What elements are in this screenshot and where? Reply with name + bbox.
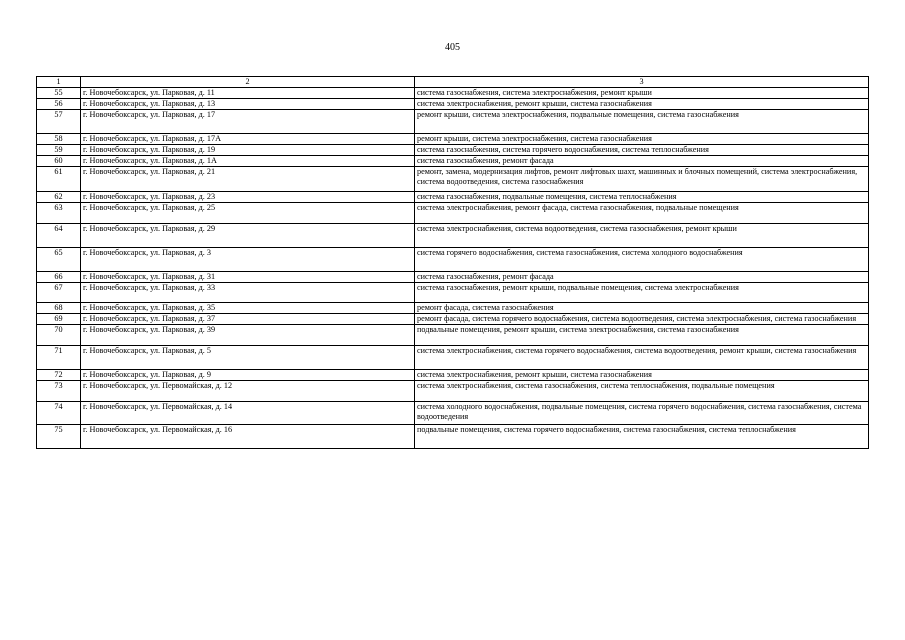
row-works: подвальные помещения, система горячего водоснабжения, система газоснабжения, система теплоснабжения (415, 425, 869, 449)
row-address: г. Новочебоксарск, ул. Парковая, д. 17 (81, 110, 415, 134)
row-address: г. Новочебоксарск, ул. Первомайская, д. 12 (81, 381, 415, 402)
table-row (37, 402, 869, 425)
row-works: система горячего водоснабжения, система газоснабжения, система холодного водоснабжения (415, 248, 869, 272)
row-address: г. Новочебоксарск, ул. Парковая, д. 11 (81, 88, 415, 99)
table-row (37, 303, 869, 314)
table-row (37, 314, 869, 325)
row-address: г. Новочебоксарск, ул. Парковая, д. 29 (81, 224, 415, 248)
header-cell-3: 3 (415, 77, 869, 88)
row-works: система электроснабжения, ремонт крыши, система газоснабжения (415, 99, 869, 110)
table-row (37, 272, 869, 283)
row-address: г. Новочебоксарск, ул. Первомайская, д. 16 (81, 425, 415, 449)
row-works: система электроснабжения, система газоснабжения, система теплоснабжения, подвальные помещения (415, 381, 869, 402)
row-number: 74 (37, 402, 81, 425)
row-number: 68 (37, 303, 81, 314)
row-number: 71 (37, 346, 81, 370)
row-address: г. Новочебоксарск, ул. Парковая, д. 23 (81, 192, 415, 203)
row-number: 57 (37, 110, 81, 134)
table-row (37, 99, 869, 110)
table-row (37, 370, 869, 381)
row-works: подвальные помещения, ремонт крыши, система электроснабжения, система газоснабжения (415, 325, 869, 346)
row-works: система газоснабжения, система электроснабжения, ремонт крыши (415, 88, 869, 99)
table-row (37, 192, 869, 203)
table-row (37, 346, 869, 370)
row-works: система электроснабжения, ремонт фасада, система газоснабжения, подвальные помещения (415, 203, 869, 224)
row-address: г. Новочебоксарск, ул. Парковая, д. 39 (81, 325, 415, 346)
table-row (37, 203, 869, 224)
row-works: ремонт крыши, система электроснабжения, подвальные помещения, система газоснабжения (415, 110, 869, 134)
table-row (37, 156, 869, 167)
row-works: система электроснабжения, ремонт крыши, система газоснабжения (415, 370, 869, 381)
row-address: г. Новочебоксарск, ул. Парковая, д. 31 (81, 272, 415, 283)
row-number: 72 (37, 370, 81, 381)
table-row (37, 134, 869, 145)
row-works: система газоснабжения, ремонт крыши, подвальные помещения, система электроснабжения (415, 283, 869, 303)
row-number: 73 (37, 381, 81, 402)
row-number: 64 (37, 224, 81, 248)
row-address: г. Новочебоксарск, ул. Парковая, д. 3 (81, 248, 415, 272)
header-cell-2: 2 (81, 77, 415, 88)
row-number: 60 (37, 156, 81, 167)
row-number: 63 (37, 203, 81, 224)
row-works: ремонт, замена, модернизация лифтов, ремонт лифтовых шахт, машинных и блочных помещений, система электроснабжения, система водоотведения, система газоснабжения (415, 167, 869, 192)
row-works: система газоснабжения, система горячего водоснабжения, система теплоснабжения (415, 145, 869, 156)
row-number: 61 (37, 167, 81, 192)
table-row (37, 167, 869, 192)
row-works: система газоснабжения, подвальные помещения, система теплоснабжения (415, 192, 869, 203)
row-address: г. Новочебоксарск, ул. Парковая, д. 5 (81, 346, 415, 370)
registry-table (36, 76, 869, 449)
row-number: 65 (37, 248, 81, 272)
table-row (37, 248, 869, 272)
row-number: 67 (37, 283, 81, 303)
row-works: система холодного водоснабжения, подвальные помещения, система горячего водоснабжения, система газоснабжения, система водоотведения (415, 402, 869, 425)
row-address: г. Новочебоксарск, ул. Парковая, д. 37 (81, 314, 415, 325)
row-address: г. Новочебоксарск, ул. Парковая, д. 35 (81, 303, 415, 314)
row-number: 56 (37, 99, 81, 110)
row-address: г. Новочебоксарск, ул. Парковая, д. 9 (81, 370, 415, 381)
table-row (37, 224, 869, 248)
row-address: г. Новочебоксарск, ул. Парковая, д. 21 (81, 167, 415, 192)
row-address: г. Новочебоксарск, ул. Парковая, д. 13 (81, 99, 415, 110)
row-number: 62 (37, 192, 81, 203)
table-row (37, 425, 869, 449)
row-works: ремонт фасада, система газоснабжения (415, 303, 869, 314)
row-address: г. Новочебоксарск, ул. Парковая, д. 33 (81, 283, 415, 303)
row-works: система электроснабжения, система горячего водоснабжения, система водоотведения, ремонт крыши, система газоснабжения (415, 346, 869, 370)
table-row (37, 325, 869, 346)
row-works: ремонт крыши, система электроснабжения, система газоснабжения (415, 134, 869, 145)
row-address: г. Новочебоксарск, ул. Парковая, д. 17А (81, 134, 415, 145)
row-number: 58 (37, 134, 81, 145)
table-header-row (37, 77, 869, 88)
page-number: 405 (445, 42, 460, 53)
row-number: 69 (37, 314, 81, 325)
row-address: г. Новочебоксарск, ул. Парковая, д. 1А (81, 156, 415, 167)
row-number: 70 (37, 325, 81, 346)
row-works: ремонт фасада, система горячего водоснабжения, система водоотведения, система электроснабжения, система газоснабжения (415, 314, 869, 325)
table-row (37, 381, 869, 402)
table-row (37, 88, 869, 99)
row-number: 75 (37, 425, 81, 449)
row-address: г. Новочебоксарск, ул. Парковая, д. 19 (81, 145, 415, 156)
row-address: г. Новочебоксарск, ул. Первомайская, д. 14 (81, 402, 415, 425)
row-works: система газоснабжения, ремонт фасада (415, 156, 869, 167)
row-number: 66 (37, 272, 81, 283)
table-row (37, 283, 869, 303)
table-row (37, 145, 869, 156)
row-number: 59 (37, 145, 81, 156)
registry-table-body (37, 77, 869, 449)
row-number: 55 (37, 88, 81, 99)
row-works: система газоснабжения, ремонт фасада (415, 272, 869, 283)
row-address: г. Новочебоксарск, ул. Парковая, д. 25 (81, 203, 415, 224)
row-works: система электроснабжения, система водоотведения, система газоснабжения, ремонт крыши (415, 224, 869, 248)
header-cell-1: 1 (37, 77, 81, 88)
table-row (37, 110, 869, 134)
